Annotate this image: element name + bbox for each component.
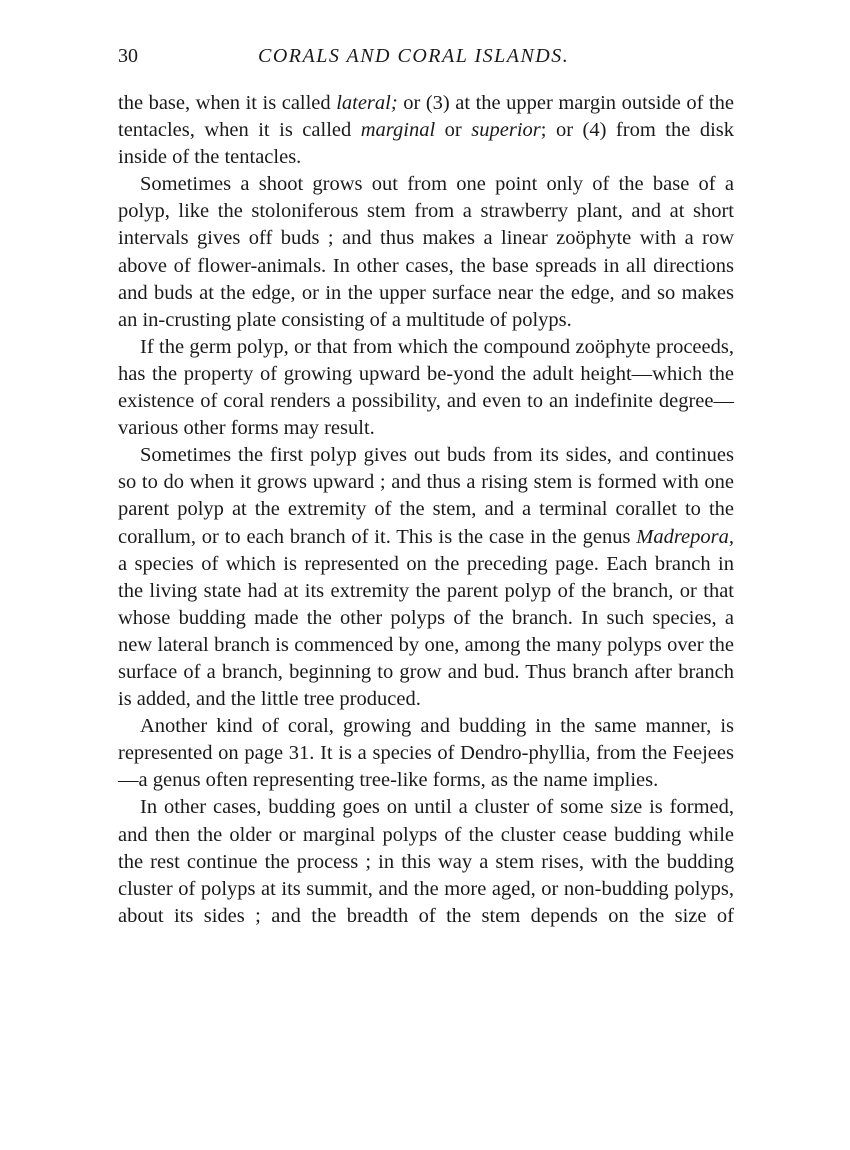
text-run: Sometimes a shoot grows out from one point only of the base of a polyp, like the stoloniferous stem from a strawberry plant, and at short intervals gives off buds ; and thus makes a linear zoöphyte with a row above of flower-animals. In other cases, the base spreads in all directions and buds at the edge, or in the upper surface near the edge, and so makes an in-crusting plate consisting of a multitude of polyps. [118, 173, 734, 331]
italic-term: marginal [360, 119, 436, 142]
text-run: If the germ polyp, or that from which the compound zoöphyte proceeds, has the property of growing upward be-yond the adult height—which the existence of coral renders a possibility, and even to an indefinite degree—various other forms may result. [118, 335, 734, 440]
paragraph [118, 334, 734, 442]
body-text [118, 90, 734, 930]
page-number: 30 [118, 45, 138, 67]
paragraph [118, 442, 734, 713]
italic-term: Madrepora, [636, 525, 734, 548]
running-title: CORALS AND CORAL ISLANDS. [258, 45, 570, 67]
paragraph [118, 713, 734, 794]
italic-term: superior [471, 119, 541, 142]
text-run: ; or (4) from the disk inside of the tentacles. [118, 119, 734, 169]
text-run: In other cases, budding goes on until a cluster of some size is formed, and then the older or marginal polyps of the cluster cease budding while the rest continue the process ; in this way a stem rises, with the budding cluster of polyps at its summit, and the more aged, or non-budding polyps, about its sides ; and the breadth of the stem depends on the size of [118, 796, 734, 927]
page-header [118, 45, 738, 75]
text-run: a species of which is represented on the preceding page. Each branch in the living state had at its extremity the parent polyp of the branch, or that whose budding made the other polyps of the branch. In such species, a new lateral branch is commenced by one, among the many polyps over the surface of a branch, beginning to grow and bud. Thus branch after branch is added, and the little tree produced. [118, 552, 734, 711]
paragraph [118, 171, 734, 334]
paragraph [118, 90, 734, 171]
paragraph [118, 794, 734, 929]
text-run: Sometimes the first polyp gives out buds from its sides, and continues so to do when it grows upward ; and thus a rising stem is formed with one parent polyp at the extremity of the stem, and a terminal corallet to the corallum, or to each branch of it. This is the case in the genus [118, 444, 734, 548]
italic-term: lateral; [336, 92, 398, 114]
text-run: or (3) at the upper margin outside of the tentacles, when it is called [118, 92, 734, 142]
text-run: the base, when it is called [118, 92, 337, 114]
text-run: or [435, 119, 472, 142]
text-run: Another kind of coral, growing and budding in the same manner, is represented on page 31. It is a species of Dendro-phyllia, from the Feejees—a genus often representing tree-like forms, as the name implies. [118, 715, 734, 792]
